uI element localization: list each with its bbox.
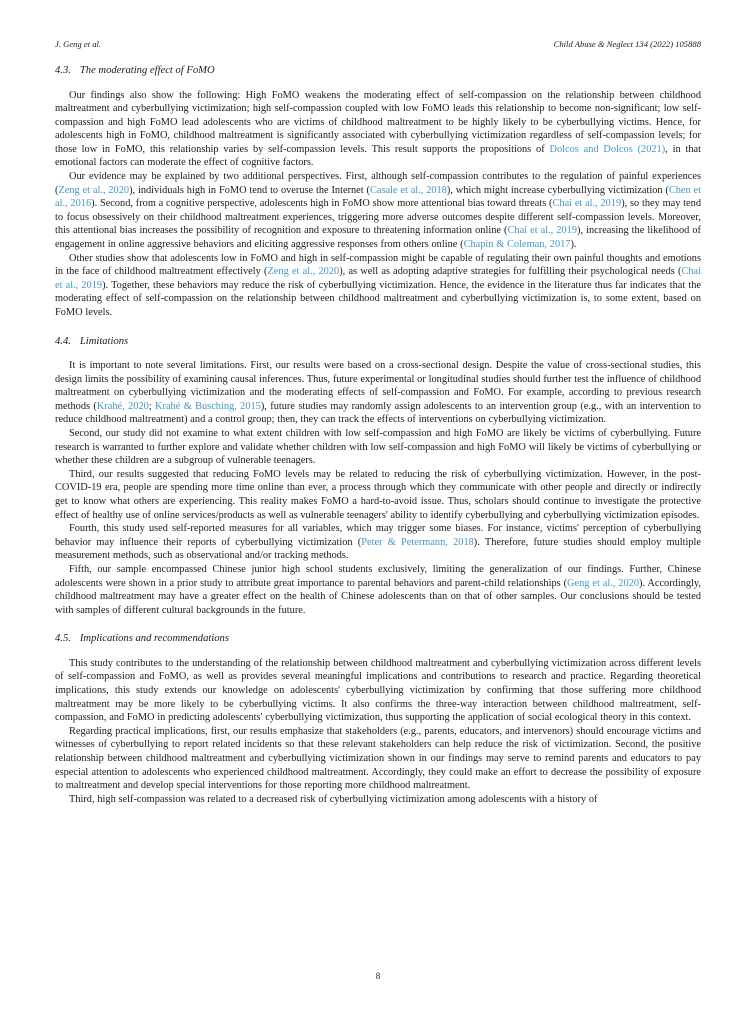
citation-link[interactable]: Krahé, 2020: [96, 400, 149, 412]
text-run: ). Accordingly, childhood maltreatment may have a greater effect on the health of Chinese adolescents than on that of other samples. Our conclusions should be tested with samples of different cultural backgrounds in the future.: [55, 577, 701, 616]
section-number: 4.5.: [55, 633, 71, 645]
text-run: It is important to note several limitations. First, our results were based on a cross-sectional design. Despite the value of cross-sectional studies, this design limits the possibility of examining causal inferences. Thus, future experimental or longitudinal studies should further test the influence of childhood maltreatment on cyberbullying victimization and the moderating effects of self-compassion and FoMO. For example, according to previous research methods (: [55, 360, 701, 412]
paragraph: [55, 522, 701, 563]
paragraph: [55, 252, 701, 320]
citation-link[interactable]: Chai et al., 2019: [55, 266, 702, 291]
citation-link[interactable]: Casale et al., 2018: [369, 184, 447, 196]
text-run: Third, our results suggested that reducing FoMO levels may be related to reducing the risk of cyberbullying victimization. However, in the post-COVID-19 era, people are spending more time online than ever, a process through which they communicate with other people and directly or indirectly get to know what others are experiencing. This reality makes FoMO a hard-to-avoid issue. Thus, scholars should continue to investigate the protective effect of healthy use of online services/products as well as vulnerable teenagers' ability to identify cyberbullying and cyberbullying victimization episodes.: [55, 468, 701, 521]
running-head-journal: Child Abuse & Neglect 134 (2022) 105888: [553, 39, 701, 49]
section-title: Limitations: [79, 335, 129, 347]
paragraph: [55, 359, 701, 427]
paragraph: [55, 468, 701, 522]
citation-link[interactable]: Peter & Petermann, 2018: [361, 536, 474, 548]
section-number: 4.4.: [55, 335, 71, 347]
text-run: Third, high self-compassion was related to a decreased risk of cyberbullying victimization among adolescents with a history of: [69, 793, 598, 805]
text-run: ). Together, these behaviors may reduce the risk of cyberbullying victimization. Hence, the evidence in the literature thus far indicates that the moderating effect of self-compassion on the relationship between childhood maltreatment and cyberbullying victimization is, to some extent, based on FoMO levels.: [55, 279, 701, 318]
paragraph: [55, 563, 701, 617]
text-run: Regarding practical implications, first, our results emphasize that stakeholders (e.g., parents, educators, and intervenors) should encourage victims and witnesses of cyberbullying to report related incidents so that these relevant stakeholders can help reduce the risk of victimization. Second, the positive relationship between childhood maltreatment and cyberbullying victimization shown in our findings may serve to remind parents and educators to pay especial attention to adolescents who experienced childhood maltreatment. Accordingly, they could make an effort to decrease the possibility of exposure to maltreatment and develop special interventions for those reporting more childhood maltreatment.: [55, 725, 701, 792]
paragraph: [55, 170, 701, 252]
section-number: 4.3.: [55, 65, 71, 76]
citation-link[interactable]: Geng et al., 2020: [567, 577, 639, 589]
text-run: ). Therefore, future studies should employ multiple measurement methods, such as observational and/or tracking methods.: [55, 536, 701, 562]
text-run: , in that emotional factors can moderate the effect of cognitive factors.: [55, 143, 701, 169]
text-run: Second, our study did not examine to what extent children with low self-compassion and high FoMO are likely be victims of cyberbullying. Future research is warranted to further explore and validate whether children with low self-compassion and high FoMO will likely be victims of cyberbullying or whether these children are a subgroup of vulnerable teenagers.: [55, 428, 701, 467]
paragraph: [55, 657, 701, 725]
text-run: Our evidence may be explained by two additional perspectives. First, although self-compassion contributes to the regulation of painful experiences (: [55, 171, 701, 196]
page-footer: [0, 971, 756, 981]
running-head: [55, 39, 701, 49]
citation-link[interactable]: Chai et al., 2019: [552, 198, 622, 210]
text-run: ), future studies may randomly assign adolescents to an intervention group (e.g., with an intervention to reduce childhood maltreatment) and a control group; then, they can track the effects of interventions on cyberbullying victimization.: [55, 400, 701, 426]
section-heading: [55, 64, 701, 77]
text-run: Our findings also show the following: High FoMO weakens the moderating effect of self-compassion on the relationship between childhood maltreatment and cyberbullying victimization; high self-compassion coupled with low FoMO leads this relationship to become non-significant; low self-compassion and high FoMO lead adolescents who are victims of childhood maltreatment to be highly likely to be cyberbullying victims. Hence, for adolescents high in FoMO, childhood maltreatment is significantly associated with cyberbullying victimization regardless of self-compassion levels; for those low in FoMO, this relationship varies by self-compassion levels. This result supports the propositions of: [55, 89, 701, 155]
section-heading: [55, 335, 701, 348]
section-title: The moderating effect of FoMO: [79, 65, 215, 76]
text-run: ). Second, from a cognitive perspective, adolescents high in FoMO show more attentional bias toward threats (: [91, 198, 553, 210]
text-run: ), which might increase cyberbullying victimization (: [446, 184, 669, 196]
citation-link[interactable]: Zeng et al., 2020: [267, 266, 340, 278]
citation-link[interactable]: Krahé & Busching, 2015: [155, 400, 261, 412]
citation-link[interactable]: Chai et al., 2019: [507, 225, 578, 237]
paragraph: [55, 725, 701, 793]
text-run: ).: [570, 239, 577, 251]
text-run: Other studies show that adolescents low in FoMO and high in self-compassion might be capable of regulating their own painful thoughts and emotions in the face of childhood maltreatment effectively (: [55, 252, 701, 278]
running-head-authors: J. Geng et al.: [55, 39, 102, 49]
paragraph: [55, 793, 701, 807]
page-number: 8: [375, 971, 381, 981]
citation-link[interactable]: Zeng et al., 2020: [58, 184, 130, 196]
paragraph: [55, 89, 701, 171]
text-run: ), as well as adopting adaptive strategies for fulfilling their psychological needs (: [339, 266, 682, 278]
paragraph: [55, 427, 701, 468]
text-run: ), so they may tend to focus obsessively on their childhood maltreatment experiences, triggering more adverse outcomes despite different self-compassion levels. Moreover, this attentional bias increases the possibility of recognition and exposure to threatening information online (: [55, 198, 701, 237]
text-run: Fourth, this study used self-reported measures for all variables, which may trigger some biases. For instance, victims' perception of cyberbullying behavior may influence their reports of cyberbullying victimization (: [55, 523, 701, 548]
section-title: Implications and recommendations: [79, 633, 229, 645]
text-run: This study contributes to the understanding of the relationship between childhood maltreatment and cyberbullying victimization across different levels of self-compassion and FoMO, as well as provides several meaningful implications and contributions to research and practice. Regarding theoretical implications, this study extends our knowledge on adolescents' cyberbullying victimization by confirming that those suffering more childhood maltreatment may be more likely to be cyberbullying victims. It also confirms the three-way interaction between childhood maltreatment, self-compassion, and FoMO in predicting adolescents' cyberbullying victimization, thus supporting the application of social ecological theory in this context.: [55, 657, 701, 724]
text-run: ), increasing the likelihood of engagement in online aggressive behaviors and eliciting aggressive responses from others online (: [55, 225, 701, 251]
text-run: ), individuals high in FoMO tend to overuse the Internet (: [129, 184, 370, 196]
text-run: Fifth, our sample encompassed Chinese junior high school students exclusively, limiting the generalization of our findings. Further, Chinese adolescents were shown in a prior study to attribute great importance to parental behaviors and parent-child relationships (: [55, 564, 701, 589]
article-body: [55, 64, 701, 806]
citation-link[interactable]: Chen et al., 2016: [55, 184, 702, 210]
citation-link[interactable]: Dolcos and Dolcos (2021): [549, 143, 666, 155]
text-run: ;: [148, 400, 156, 412]
section-heading: [55, 632, 701, 645]
citation-link[interactable]: Chapin & Coleman, 2017: [463, 239, 571, 251]
